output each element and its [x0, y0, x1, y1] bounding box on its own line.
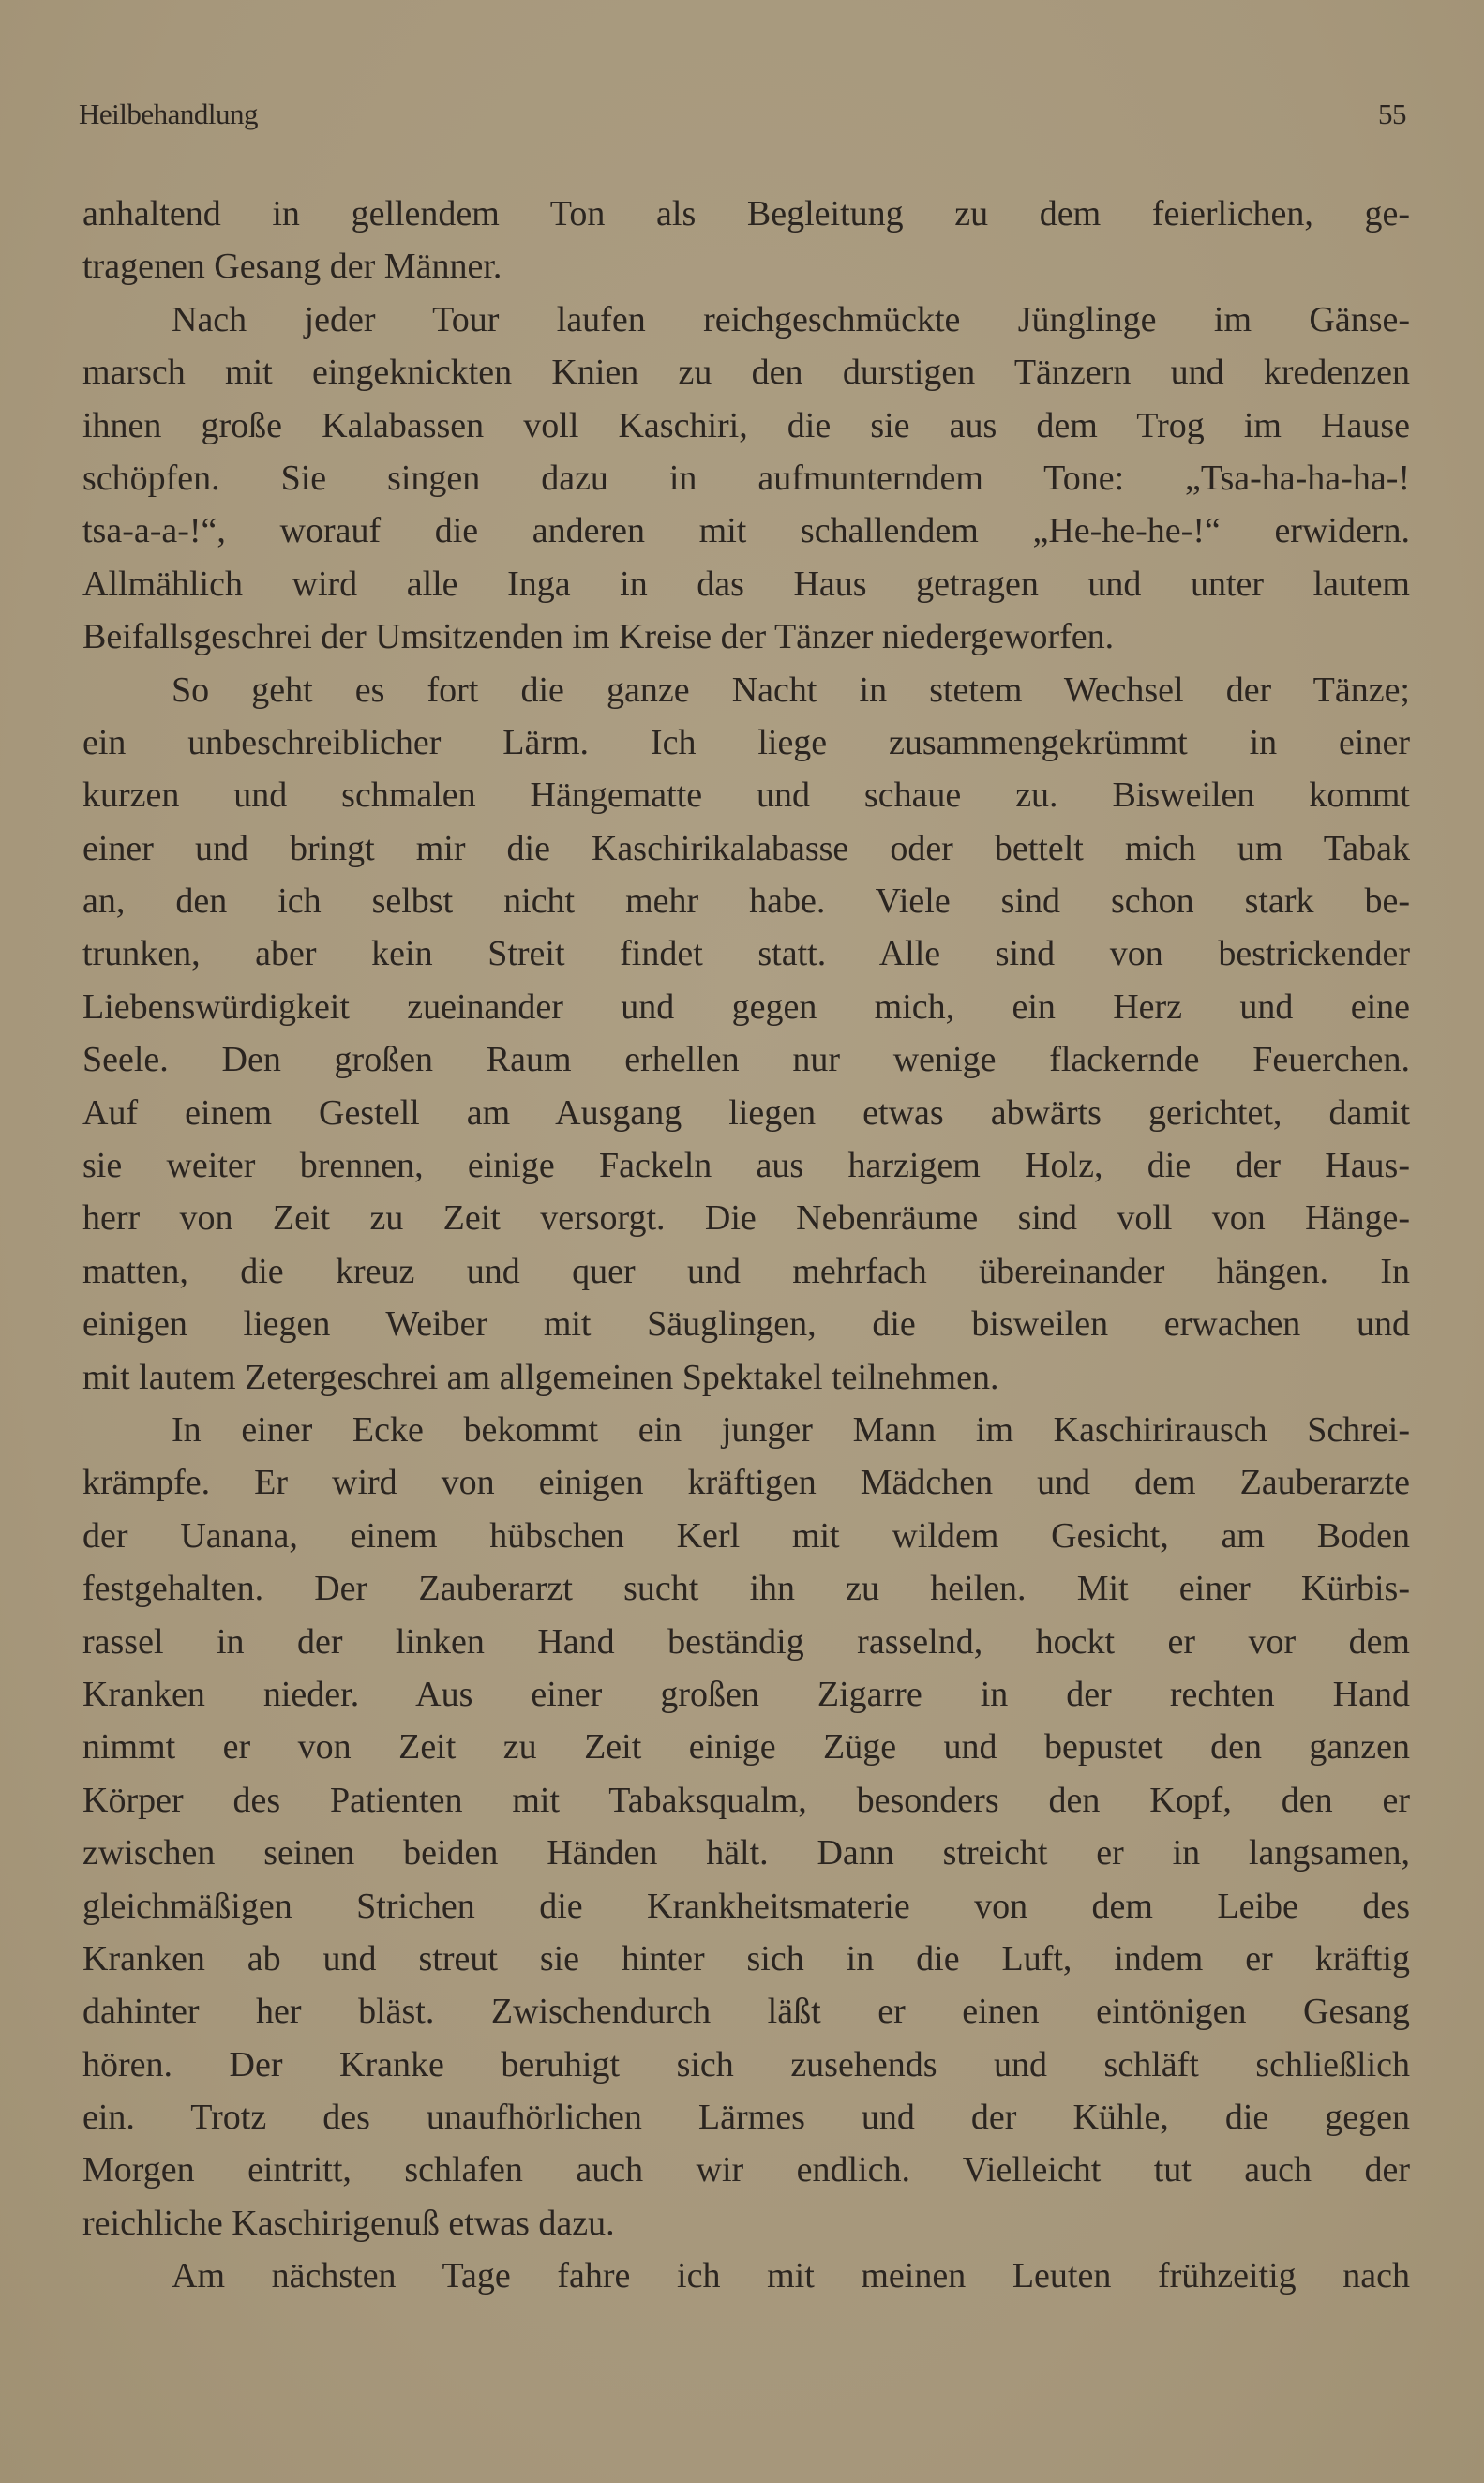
text-line: anhaltend in gellendem Ton als Begleitung zu dem feierlichen, ge-	[82, 194, 1410, 233]
text-line: Körper des Patienten mit Tabaksqualm, besonders den Kopf, den er	[82, 1780, 1410, 1820]
text-line: In einer Ecke bekommt ein junger Mann im Kaschirirausch Schrei-	[172, 1409, 1410, 1450]
text-line: krämpfe. Er wird von einigen kräftigen Mädchen und dem Zauberarzte	[82, 1463, 1410, 1503]
text-line: Auf einem Gestell am Ausgang liegen etwas abwärts gerichtet, damit	[82, 1092, 1410, 1133]
text-line: tsa-a-a-!“, worauf die anderen mit schallendem „He-he-he-!“ erwidern.	[82, 511, 1410, 551]
text-line: herr von Zeit zu Zeit versorgt. Die Nebenräume sind voll von Hänge-	[82, 1198, 1410, 1239]
text-line: Liebenswürdigkeit zueinander und gegen mich, ein Herz und eine	[82, 986, 1410, 1027]
text-line: der Uanana, einem hübschen Kerl mit wildem Gesicht, am Boden	[82, 1515, 1410, 1556]
text-line: marsch mit eingeknickten Knien zu den durstigen Tänzern und kredenzen	[82, 353, 1410, 393]
text-line: nimmt er von Zeit zu Zeit einige Züge und bepustet den ganzen	[82, 1727, 1410, 1768]
text-line: So geht es fort die ganze Nacht in stetem Wechsel der Tänze;	[172, 670, 1410, 710]
text-line: matten, die kreuz und quer und mehrfach übereinander hängen. In	[82, 1251, 1410, 1291]
page-number: 55	[1378, 98, 1406, 130]
text-line: zwischen seinen beiden Händen hält. Dann streicht er in langsamen,	[82, 1833, 1410, 1874]
text-line: rassel in der linken Hand beständig rasselnd, hockt er vor dem	[82, 1621, 1410, 1662]
text-line: Seele. Den großen Raum erhellen nur wenige flackernde Feuerchen.	[82, 1040, 1410, 1080]
text-line: schöpfen. Sie singen dazu in aufmunterndem Tone: „Tsa-ha-ha-ha-!	[82, 458, 1410, 498]
text-line: ein unbeschreiblicher Lärm. Ich liege zusammengekrümmt in einer	[82, 722, 1410, 762]
text-line: einigen liegen Weiber mit Säuglingen, die bisweilen erwachen und	[82, 1304, 1410, 1345]
text-line: sie weiter brennen, einige Fackeln aus harzigem Holz, die der Haus-	[82, 1146, 1410, 1186]
text-line: mit lautem Zetergeschrei am allgemeinen Spektakel teilnehmen.	[82, 1357, 999, 1397]
text-line: ein. Trotz des unaufhörlichen Lärmes und der Kühle, die gegen	[82, 2098, 1410, 2138]
text-line: Nach jeder Tour laufen reichgeschmückte Jünglinge im Gänse-	[172, 299, 1410, 339]
text-line: Kranken nieder. Aus einer großen Zigarre in der rechten Hand	[82, 1674, 1410, 1714]
text-line: Beifallsgeschrei der Umsitzenden im Kreise der Tänzer niedergeworfen.	[82, 617, 1115, 657]
text-line: Morgen eintritt, schlafen auch wir endlich. Vielleicht tut auch der	[82, 2150, 1410, 2190]
text-line: reichliche Kaschirigenuß etwas dazu.	[82, 2203, 615, 2243]
text-line: Kranken ab und streut sie hinter sich in die Luft, indem er kräftig	[82, 1938, 1410, 1979]
text-line: einer und bringt mir die Kaschirikalabasse oder bettelt mich um Tabak	[82, 828, 1410, 868]
text-line: hören. Der Kranke beruhigt sich zusehends und schläft schließlich	[82, 2044, 1410, 2084]
running-head-title: Heilbehandlung	[79, 98, 259, 130]
text-line: gleichmäßigen Strichen die Krankheitsmaterie von dem Leibe des	[82, 1886, 1410, 1926]
text-line: tragenen Gesang der Männer.	[82, 247, 502, 287]
running-head	[79, 98, 1406, 131]
text-line: ihnen große Kalabassen voll Kaschiri, die sie aus dem Trog im Hause	[82, 405, 1410, 445]
text-line: dahinter her bläst. Zwischendurch läßt er einen eintönigen Gesang	[82, 1992, 1410, 2032]
text-line: festgehalten. Der Zauberarzt sucht ihn zu heilen. Mit einer Kürbis-	[82, 1569, 1410, 1609]
body-text	[82, 188, 1410, 2303]
text-line: an, den ich selbst nicht mehr habe. Viele sind schon stark be-	[82, 881, 1410, 922]
text-line: kurzen und schmalen Hängematte und schaue zu. Bisweilen kommt	[82, 775, 1410, 816]
text-line: trunken, aber kein Streit findet statt. Alle sind von bestrickender	[82, 934, 1410, 974]
text-line: Am nächsten Tage fahre ich mit meinen Leuten frühzeitig nach	[172, 2256, 1410, 2296]
text-line: Allmählich wird alle Inga in das Haus getragen und unter lautem	[82, 564, 1410, 604]
